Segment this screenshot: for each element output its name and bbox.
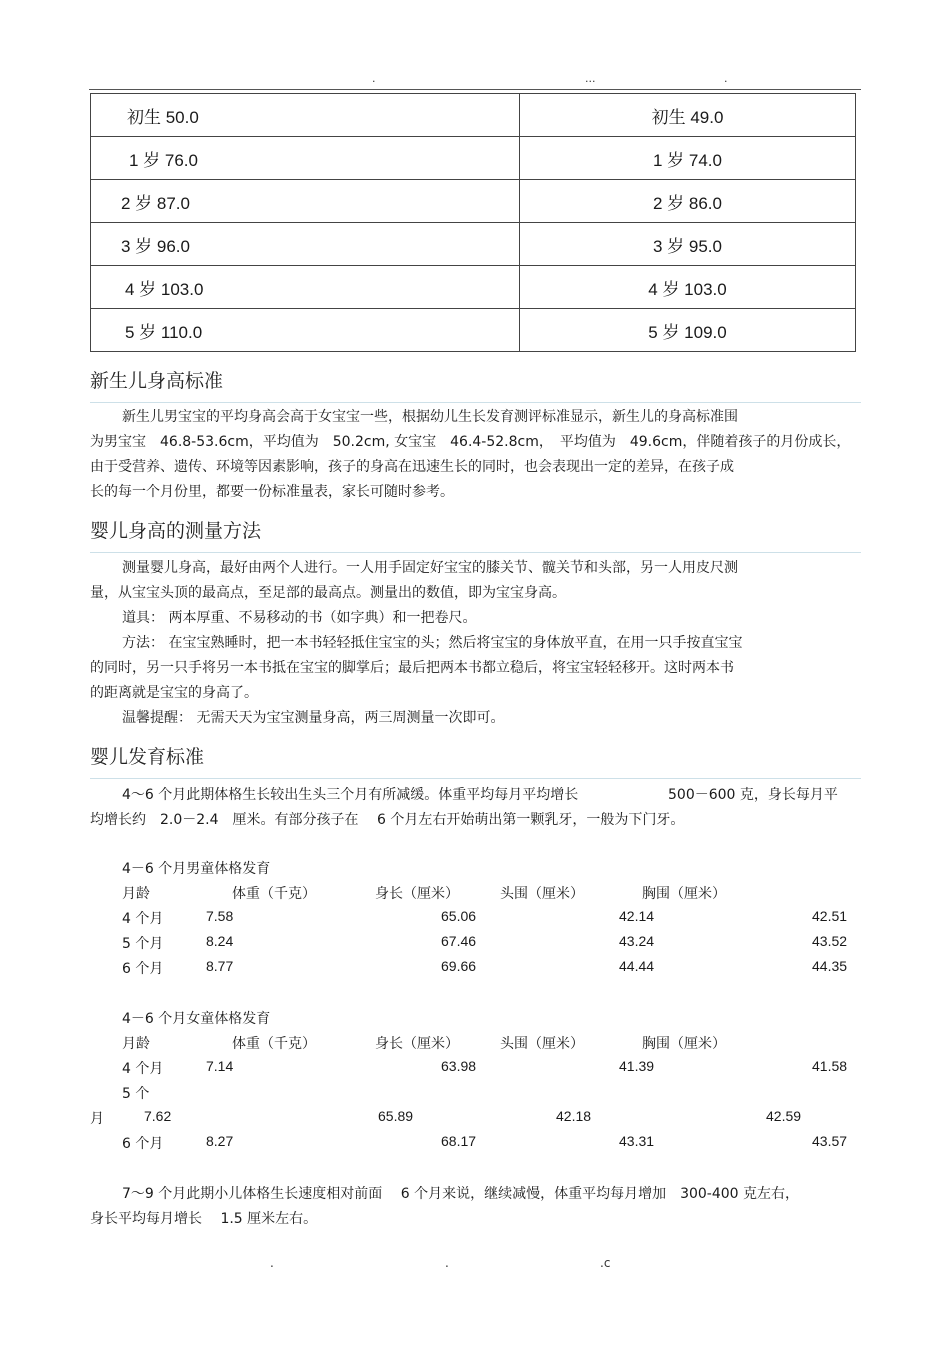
table-cell-age: 6 个月 <box>122 1136 164 1152</box>
table-row <box>91 180 856 223</box>
table-cell-chest: 43.52 <box>812 933 848 949</box>
table-cell-age: 4 个月 <box>122 911 164 927</box>
section-title-measurement: 婴儿身高的测量方法 <box>90 520 262 542</box>
column-header: 体重（千克） <box>232 886 316 902</box>
section-title-newborn-height: 新生儿身高标准 <box>90 370 224 392</box>
paragraph-line: 4～6 个月此期体格生长较出生头三个月有所减缓。体重平均每月平均增长 <box>122 787 579 803</box>
table-cell-weight: 7.58 <box>206 908 234 924</box>
section-divider <box>90 552 861 553</box>
table-cell-boy: 4 岁 103.0 <box>91 266 520 309</box>
table-cell-girl: 5 岁 109.0 <box>520 309 856 352</box>
column-header: 体重（千克） <box>232 1036 316 1052</box>
table-cell-boy: 1 岁 76.0 <box>91 137 520 180</box>
table-cell-head: 43.31 <box>619 1133 655 1149</box>
column-header: 头围（厘米） <box>500 886 584 902</box>
table-row <box>91 309 856 352</box>
table-cell-chest: 41.58 <box>812 1058 848 1074</box>
header-dot-mid: ... <box>585 72 596 85</box>
section-title-development: 婴儿发育标准 <box>90 746 205 768</box>
paragraph-line: 均增长约 2.0－2.4 厘米。有部分孩子在 6 个月左右开始萌出第一颗乳牙，一般为下门牙。 <box>90 812 685 828</box>
table-cell-length: 68.17 <box>441 1133 477 1149</box>
table-cell-girl: 3 岁 95.0 <box>520 223 856 266</box>
paragraph-line: 500－600 克，身长每月平 <box>668 787 838 803</box>
column-header: 月龄 <box>122 886 150 902</box>
table-cell-length: 63.98 <box>441 1058 477 1074</box>
table-cell-length: 67.46 <box>441 933 477 949</box>
table-row <box>91 223 856 266</box>
table-cell-head: 42.18 <box>556 1108 592 1124</box>
paragraph-line: 7～9 个月此期小儿体格生长速度相对前面 6 个月来说，继续减慢，体重平均每月增加 300-400 克左右， <box>122 1186 800 1202</box>
table-cell-boy: 初生 50.0 <box>91 94 520 137</box>
table-cell-head: 41.39 <box>619 1058 655 1074</box>
footer-dot-right: .c <box>600 1256 611 1270</box>
table-cell-weight: 8.24 <box>206 933 234 949</box>
header-dot-left: . <box>372 72 376 85</box>
height-table <box>90 93 856 352</box>
table-cell-girl: 2 岁 86.0 <box>520 180 856 223</box>
table-cell-head: 43.24 <box>619 933 655 949</box>
table-cell-age: 6 个月 <box>122 961 164 977</box>
table-cell-weight: 7.62 <box>144 1108 172 1124</box>
header-dot-right: . <box>724 72 728 85</box>
table-cell-age: 5 个 <box>122 1086 150 1102</box>
table-cell-chest: 42.51 <box>812 908 848 924</box>
paragraph-line: 温馨提醒： 无需天天为宝宝测量身高，两三周测量一次即可。 <box>122 710 505 726</box>
table-cell-weight: 8.27 <box>206 1133 234 1149</box>
table-cell-head: 42.14 <box>619 908 655 924</box>
paragraph-line: 的同时，另一只手将另一本书抵在宝宝的脚掌后；最后把两本书都立稳后，将宝宝轻轻移开。这时两本书 <box>90 660 734 676</box>
paragraph-line: 新生儿男宝宝的平均身高会高于女宝宝一些，根据幼儿生长发育测评标准显示，新生儿的身高标准围 <box>122 409 738 425</box>
table-cell-length: 65.89 <box>378 1108 414 1124</box>
paragraph-line: 方法： 在宝宝熟睡时，把一本书轻轻抵住宝宝的头；然后将宝宝的身体放平直，在用一只手按直宝宝 <box>122 635 743 651</box>
table-cell-weight: 8.77 <box>206 958 234 974</box>
table-cell-chest: 42.59 <box>766 1108 802 1124</box>
table-cell-girl: 初生 49.0 <box>520 94 856 137</box>
header-rule <box>89 89 861 90</box>
table-cell-weight: 7.14 <box>206 1058 234 1074</box>
table-cell-length: 65.06 <box>441 908 477 924</box>
girls-table-caption: 4－6 个月女童体格发育 <box>122 1011 271 1027</box>
column-header: 身长（厘米） <box>375 1036 459 1052</box>
table-cell-girl: 1 岁 74.0 <box>520 137 856 180</box>
section-divider <box>90 778 861 779</box>
table-cell-age: 4 个月 <box>122 1061 164 1077</box>
table-cell-chest: 44.35 <box>812 958 848 974</box>
paragraph-line: 身长平均每月增长 1.5 厘米左右。 <box>90 1211 318 1227</box>
table-cell-age: 5 个月 <box>122 936 164 952</box>
table-cell-boy: 3 岁 96.0 <box>91 223 520 266</box>
column-header: 胸围（厘米） <box>642 886 726 902</box>
table-cell-chest: 43.57 <box>812 1133 848 1149</box>
table-cell-boy: 5 岁 110.0 <box>91 309 520 352</box>
paragraph-line: 长的每一个月份里，都要一份标准量表，家长可随时参考。 <box>90 484 454 500</box>
table-row <box>91 94 856 137</box>
section-divider <box>90 402 861 403</box>
column-header: 头围（厘米） <box>500 1036 584 1052</box>
paragraph-line: 为男宝宝 46.8-53.6cm，平均值为 50.2cm, 女宝宝 46.4-52.8cm， 平均值为 49.6cm，伴随着孩子的月份成长， <box>90 434 851 450</box>
table-cell-head: 44.44 <box>619 958 655 974</box>
column-header: 身长（厘米） <box>375 886 459 902</box>
table-cell-length: 69.66 <box>441 958 477 974</box>
column-header: 胸围（厘米） <box>642 1036 726 1052</box>
footer-dot-mid: . <box>445 1256 449 1270</box>
boys-table-caption: 4－6 个月男童体格发育 <box>122 861 271 877</box>
table-row <box>91 137 856 180</box>
paragraph-line: 由于受营养、遗传、环境等因素影响，孩子的身高在迅速生长的同时，也会表现出一定的差异，在孩子成 <box>90 459 734 475</box>
table-row <box>91 266 856 309</box>
table-cell-boy: 2 岁 87.0 <box>91 180 520 223</box>
column-header: 月龄 <box>122 1036 150 1052</box>
paragraph-line: 量，从宝宝头顶的最高点，至足部的最高点。测量出的数值，即为宝宝身高。 <box>90 585 566 601</box>
paragraph-line: 道具： 两本厚重、不易移动的书（如字典）和一把卷尺。 <box>122 610 477 626</box>
footer-dot-left: . <box>270 1256 274 1270</box>
paragraph-line: 的距离就是宝宝的身高了。 <box>90 685 258 701</box>
table-cell-girl: 4 岁 103.0 <box>520 266 856 309</box>
paragraph-line: 测量婴儿身高，最好由两个人进行。一人用手固定好宝宝的膝关节、髋关节和头部，另一人用皮尺测 <box>122 560 738 576</box>
table-cell-age: 月 <box>90 1111 104 1127</box>
